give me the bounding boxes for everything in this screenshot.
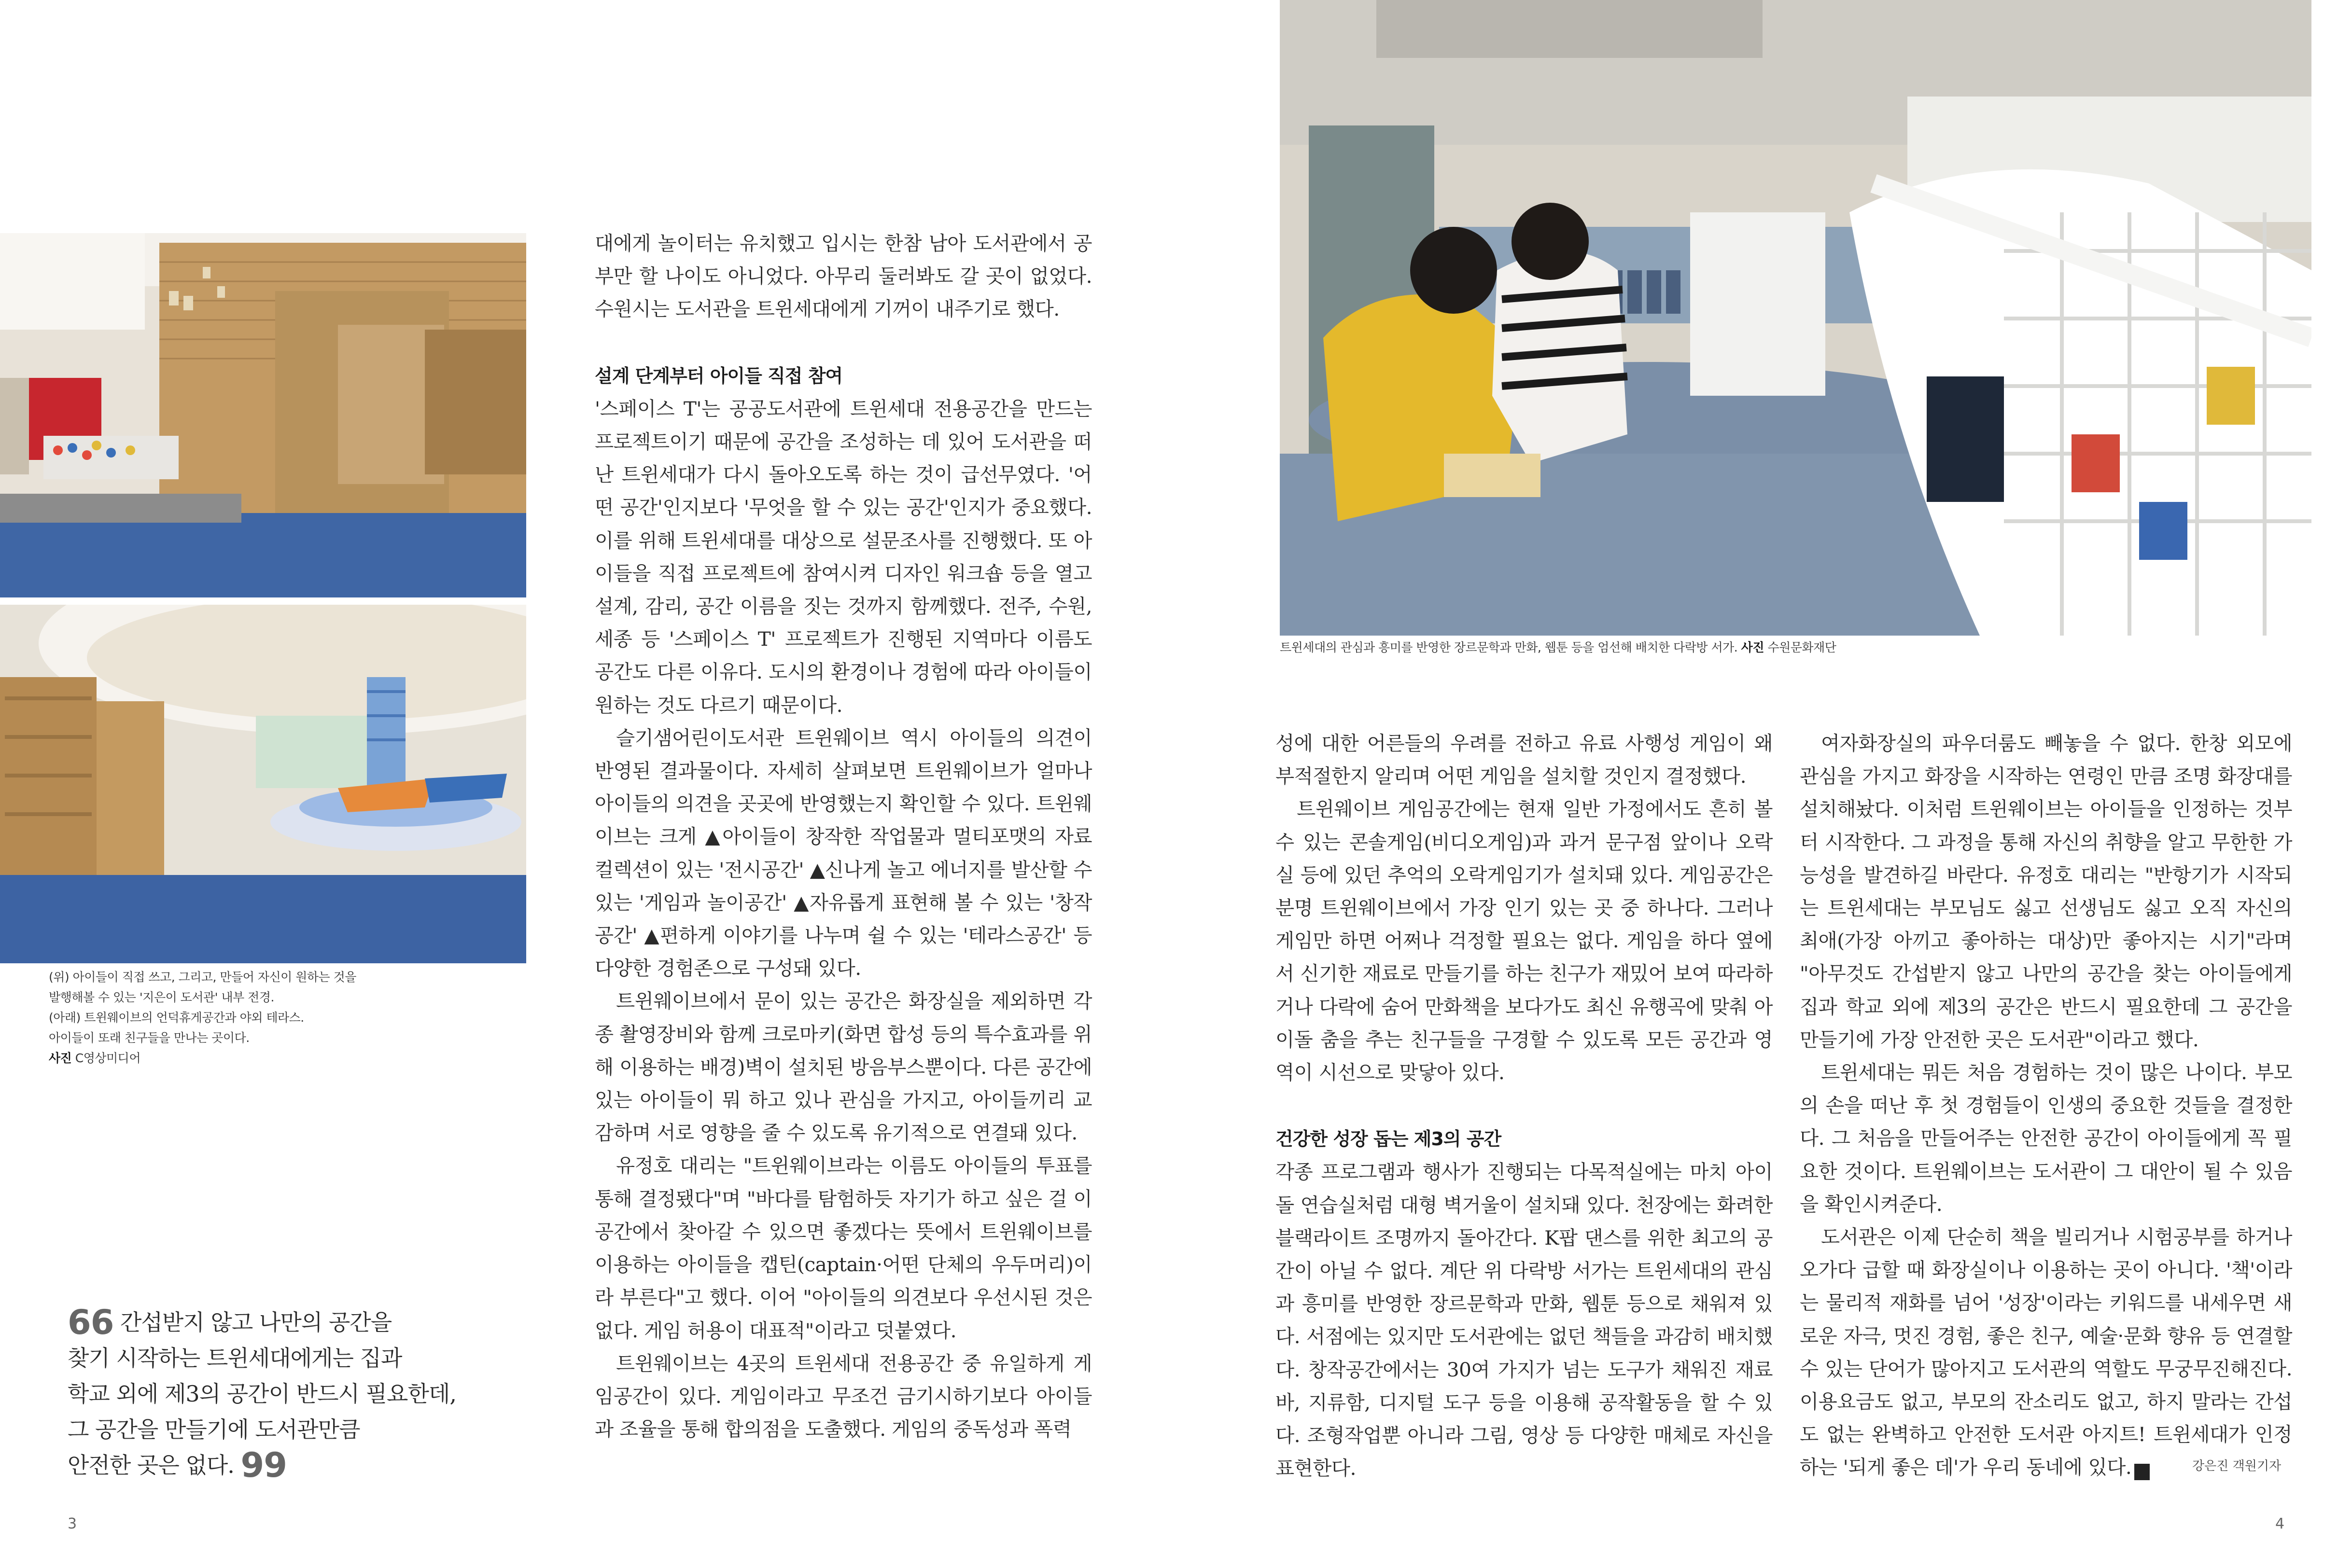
pull-quote-line: 학교 외에 제3의 공간이 반드시 필요한데, [68, 1381, 456, 1407]
paragraph: 대에게 놀이터는 유치했고 입시는 한참 남아 도서관에서 공부만 할 나이도 아니었다. 아무리 둘러봐도 갈 곳이 없었다. 수원시는 도서관을 트윈세대에게 기꺼이 내주기로 했다. [595, 232, 1092, 321]
paragraph: 도서관은 이제 단순히 책을 빌리거나 시험공부를 하거나 오가다 급할 때 화장실이나 이용하는 곳이 아니다. '책'이라는 물리적 재화를 넘어 '성장'이라는 키워드를 내세우면 새로운 자극, 멋진 경험, 좋은 친구, 예술·문화 향유 등 연결할 수 있는 단어가 많아지고 도서관의 역할도 무궁무진해진다. 이용요금도 없고, 부모의 잔소리도 없고, 하지 말라는 간섭도 없는 완벽하고 안전한 도서관 아지트! 트윈세대가 인정하는 '되게 좋은 데'가 우리 동네에 있다. K [1800, 1225, 2292, 1480]
pull-quote-line: 찾기 시작하는 트윈세대에게는 집과 [68, 1345, 402, 1371]
paragraph: '스페이스 T'는 공공도서관에 트윈세대 전용공간을 만드는 프로젝트이기 때문에 공간을 조성하는 데 있어 도서관을 떠난 트윈세대가 다시 돌아오도록 하는 것이 급선무였다. '어떤 공간'인지보다 '무엇을 할 수 있는 공간'인지가 중요했다. 이를 위해 트윈세대를 대상으로 설문조사를 진행했다. 또 아이들을 직접 프로젝트에 참여시켜 디자인 워크숍 등을 열고 설계, 감리, 공간 이름을 짓는 것까지 함께했다. 전주, 수원, 세종 등 '스페이스 T' 프로젝트가 진행된 지역마다 이름도 공간도 다른 이유다. 도시의 환경이나 경험에 따라 아이들이 원하는 것도 다르기 때문이다. [595, 397, 1092, 717]
paragraph: 여자화장실의 파우더룸도 빼놓을 수 없다. 한창 외모에 관심을 가지고 화장을 시작하는 연령인 만큼 조명 화장대를 설치해놨다. 이처럼 트윈웨이브는 아이들을 인정하는 것부터 시작한다. 그 과정을 통해 자신의 취향을 알고 무한한 가능성을 발견하길 바란다. 유정호 대리는 "반항기가 시작되는 트윈세대는 부모님도 싫고 선생님도 싫고 오직 자신의 최애(가장 아끼고 좋아하는 대상)만 좋아지는 시기"라며 "아무것도 간섭받지 않고 나만의 공간을 찾는 아이들에게 집과 학교 외에 제3의 공간은 반드시 필요한데 그 공간을 만들기에 가장 안전한 곳은 도서관"이라고 했다. [1800, 732, 2292, 1051]
paragraph: 트윈웨이브에서 문이 있는 공간은 화장실을 제외하면 각종 촬영장비와 함께 크로마키(화면 합성 등의 특수효과를 위해 이용하는 배경)벽이 설치된 방음부스뿐이다. 다른 공간에 있는 아이들이 뭐 하고 있나 관심을 가지고, 아이들끼리 교감하며 서로 영향을 줄 수 있도록 유기적으로 연결돼 있다. [595, 989, 1092, 1145]
left-caption-credit: C영상미디어 [75, 1051, 140, 1065]
right-caption-text: 트윈세대의 관심과 흥미를 반영한 장르문학과 만화, 웹툰 등을 엄선해 배치한 다락방 서가. [1280, 640, 1738, 654]
paragraph: 트윈웨이브 게임공간에는 현재 일반 가정에서도 흔히 볼 수 있는 콘솔게임(비디오게임)과 과거 문구점 앞이나 오락실 등에 있던 추억의 오락게임기가 설치돼 있다. 게임공간은 분명 트윈웨이브에서 가장 인기 있는 곳 중 하나다. 그러나 게임만 하면 어쩌나 걱정할 필요는 없다. 게임을 하다 옆에서 신기한 재료로 만들기를 하는 친구가 재밌어 보여 따라하거나 다락에 숨어 만화책을 보다가도 최신 유행곡에 맞춰 아이돌 춤을 추는 친구들을 구경할 수 있도록 모든 공간과 영역이 시선으로 맞닿아 있다. [1275, 797, 1773, 1084]
end-mark-icon: K [2134, 1464, 2150, 1480]
page-number-left: 3 [68, 1515, 77, 1532]
close-quote-mark: 99 [240, 1445, 287, 1485]
open-quote-mark: 66 [68, 1303, 114, 1342]
article-column-left [595, 227, 1092, 1445]
right-caption-credit: 수원문화재단 [1767, 640, 1836, 654]
left-caption-line: (위) 아이들이 직접 쓰고, 그리고, 만들어 자신이 원하는 것을 [49, 970, 356, 984]
paragraph: 각종 프로그램과 행사가 진행되는 다목적실에는 마치 아이돌 연습실처럼 대형 벽거울이 설치돼 있다. 천장에는 화려한 블랙라이트 조명까지 돌아간다. K팝 댄스를 위한 최고의 공간이 아닐 수 없다. 계단 위 다락방 서가는 트윈세대의 관심과 흥미를 반영한 장르문학과 만화, 웹툰 등으로 채워져 있다. 서점에는 있지만 도서관에는 없던 책들을 과감히 배치했다. 창작공간에서는 30여 가지가 넘는 도구가 채워진 재료바, 지류함, 디지털 도구 등을 이용해 공작활동을 할 수 있다. 조형작업뿐 아니라 그림, 영상 등 다양한 매체로 자신을 표현한다. [1275, 1160, 1773, 1480]
page-number-right: 4 [2275, 1515, 2285, 1532]
article-column-right [1800, 727, 2292, 1484]
left-caption-credit-row [49, 1048, 532, 1068]
photo-attic-bookshelf [1280, 0, 2311, 636]
article-column-middle [1275, 727, 1773, 1485]
byline: 강은진 객원기자 [2192, 1459, 2282, 1473]
pull-quote-line: 66 간섭받지 않고 나만의 공간을 [68, 1303, 392, 1342]
photo-hill-lounge [0, 605, 526, 963]
left-caption-credit-label: 사진 [49, 1051, 72, 1065]
left-caption-line: (아래) 트윈웨이브의 언덕휴게공간과 야외 테라스. [49, 1011, 304, 1025]
paragraph: 유정호 대리는 "트윈웨이브라는 이름도 아이들의 투표를 통해 결정됐다"며 "바다를 탐험하듯 자기가 하고 싶은 걸 이 공간에서 찾아갈 수 있으면 좋겠다는 뜻에서 트윈웨이브를 이용하는 아이들을 캡틴(captain·어떤 단체의 우두머리)이라 부른다"고 했다. 이어 "아이들의 의견보다 우선시된 것은 없다. 게임 허용이 대표적"이라고 덧붙였다. [595, 1154, 1092, 1342]
pull-quote-line: 그 공간을 만들기에 도서관만큼 [68, 1416, 360, 1443]
pull-quote-line: 안전한 곳은 없다. 99 [68, 1445, 287, 1485]
paragraph: 슬기샘어린이도서관 트윈웨이브 역시 아이들의 의견이 반영된 결과물이다. 자세히 살펴보면 트윈웨이브가 얼마나 아이들의 의견을 곳곳에 반영했는지 확인할 수 있다. 트윈웨이브는 크게 ▲아이들이 창작한 작업물과 멀티포맷의 자료 컬렉션이 있는 '전시공간' ▲신나게 놀고 에너지를 발산할 수 있는 '게임과 놀이공간' ▲자유롭게 표현해 볼 수 있는 '창작공간' ▲편하게 이야기를 나누며 쉴 수 있는 '테라스공간' 등 다양한 경험존으로 구성돼 있다. [595, 726, 1092, 980]
section-heading: 건강한 성장 돕는 제3의 공간 [1275, 1128, 1501, 1150]
paragraph: 트윈웨이브는 4곳의 트윈세대 전용공간 중 유일하게 게임공간이 있다. 게임이라고 무조건 금기시하기보다 아이들과 조율을 통해 합의점을 도출했다. 게임의 중독성과 폭력 [595, 1351, 1092, 1441]
left-caption-line: 발행해볼 수 있는 '지은이 도서관' 내부 전경. [49, 990, 274, 1004]
paragraph: 성에 대한 어른들의 우려를 전하고 유료 사행성 게임이 왜 부적절한지 알리며 어떤 게임을 설치할 것인지 결정했다. [1275, 732, 1773, 788]
section-heading: 설계 단계부터 아이들 직접 참여 [595, 365, 843, 387]
pull-quote [68, 1304, 502, 1483]
left-photo-caption [49, 967, 532, 1068]
paragraph: 트윈세대는 뭐든 처음 경험하는 것이 많은 나이다. 부모의 손을 떠난 후 첫 경험들이 인생의 중요한 것들을 결정한다. 그 처음을 만들어주는 안전한 공간이 아이들에게 꼭 필요한 것이다. 트윈웨이브는 도서관이 그 대안이 될 수 있음을 확인시켜준다. [1800, 1061, 2292, 1216]
right-photo-caption [1280, 638, 2311, 657]
photo-maker-library [0, 233, 526, 597]
right-caption-credit-label: 사진 [1741, 640, 1764, 654]
left-caption-line: 아이들이 또래 친구들을 만나는 곳이다. [49, 1031, 250, 1045]
